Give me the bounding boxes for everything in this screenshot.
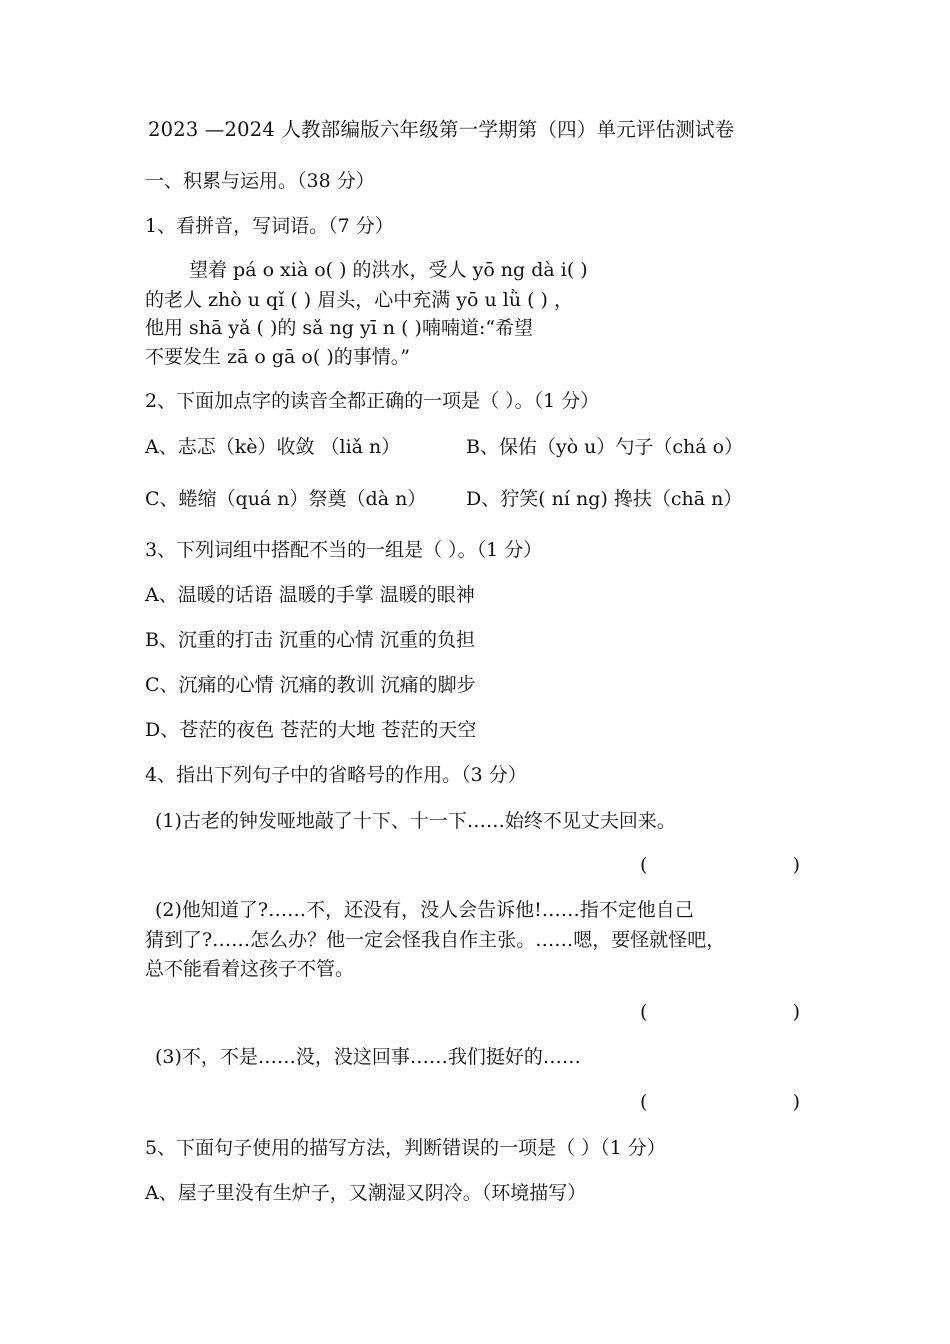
question-4-heading: 4、指出下列句子中的省略号的作用。（3 分） xyxy=(145,764,527,786)
question-4-sentence-2-line-3: 总不能看着这孩子不管。 xyxy=(145,958,355,980)
question-2-option-c: C、蜷缩（quá n）祭奠（dà n） xyxy=(145,488,427,510)
question-3-option-d: D、苍茫的夜色 苍茫的大地 苍茫的天空 xyxy=(145,719,477,741)
question-2-option-d: D、狞笑( ní ng) 搀扶（chā n） xyxy=(466,488,743,510)
question-5-option-a: A、屋子里没有生炉子，又潮湿又阴冷。（环境描写） xyxy=(145,1182,587,1204)
question-1-line-2: 的老人 zhò u qǐ ( ) 眉头，心中充满 yō u lǜ ( ) ， xyxy=(145,289,574,311)
question-2-option-b: B、保佑（yò u）勺子（chá o） xyxy=(466,436,744,458)
question-5-heading: 5、下面句子使用的描写方法，判断错误的一项是（ ）（1 分） xyxy=(145,1137,666,1159)
question-1-line-1: 望着 pá o xià o( ) 的洪水，受人 yō ng dà i( ) xyxy=(189,259,588,281)
question-3-option-a: A、温暖的话语 温暖的手掌 温暖的眼神 xyxy=(145,584,475,606)
question-4-sentence-2-line-1: (2)他知道了?……不，还没有，没人会告诉他!……指不定他自己 xyxy=(155,899,694,921)
section-heading: 一、积累与运用。（38 分） xyxy=(145,170,375,192)
answer-blank-1-open: ( xyxy=(640,854,648,876)
answer-blank-3-close: ) xyxy=(792,1091,800,1113)
question-1-line-4: 不要发生 zā o gā o( )的事情。” xyxy=(145,346,410,368)
question-4-sentence-3: (3)不，不是……没，没这回事……我们挺好的…… xyxy=(155,1046,581,1068)
question-4-sentence-1: (1)古老的钟发哑地敲了十下、十一下……始终不见丈夫回来。 xyxy=(155,810,676,832)
question-3-option-c: C、沉痛的心情 沉痛的教训 沉痛的脚步 xyxy=(145,674,476,696)
question-2-option-a: A、志忑（kè）收敛 （liǎ n） xyxy=(145,436,401,458)
page-title: 2023 —2024 人教部编版六年级第一学期第（四）单元评估测试卷 xyxy=(148,118,735,141)
answer-blank-3-open: ( xyxy=(640,1091,648,1113)
question-3-heading: 3、下列词组中搭配不当的一组是（ ）。（1 分） xyxy=(145,539,543,561)
answer-blank-2-open: ( xyxy=(640,1001,648,1023)
question-1-heading: 1、看拼音，写词语。（7 分） xyxy=(145,215,394,237)
question-2-heading: 2、下面加点字的读音全都正确的一项是（ ）。（1 分） xyxy=(145,390,600,412)
answer-blank-2-close: ) xyxy=(792,1001,800,1023)
question-4-sentence-2-line-2: 猜到了?……怎么办？他一定会怪我自作主张。……嗯，要怪就怪吧， xyxy=(145,929,726,951)
question-1-line-3: 他用 shā yǎ ( )的 sǎ ng yī n ( )喃喃道:“希望 xyxy=(145,317,534,339)
answer-blank-1-close: ) xyxy=(792,854,800,876)
question-3-option-b: B、沉重的打击 沉重的心情 沉重的负担 xyxy=(145,629,476,651)
